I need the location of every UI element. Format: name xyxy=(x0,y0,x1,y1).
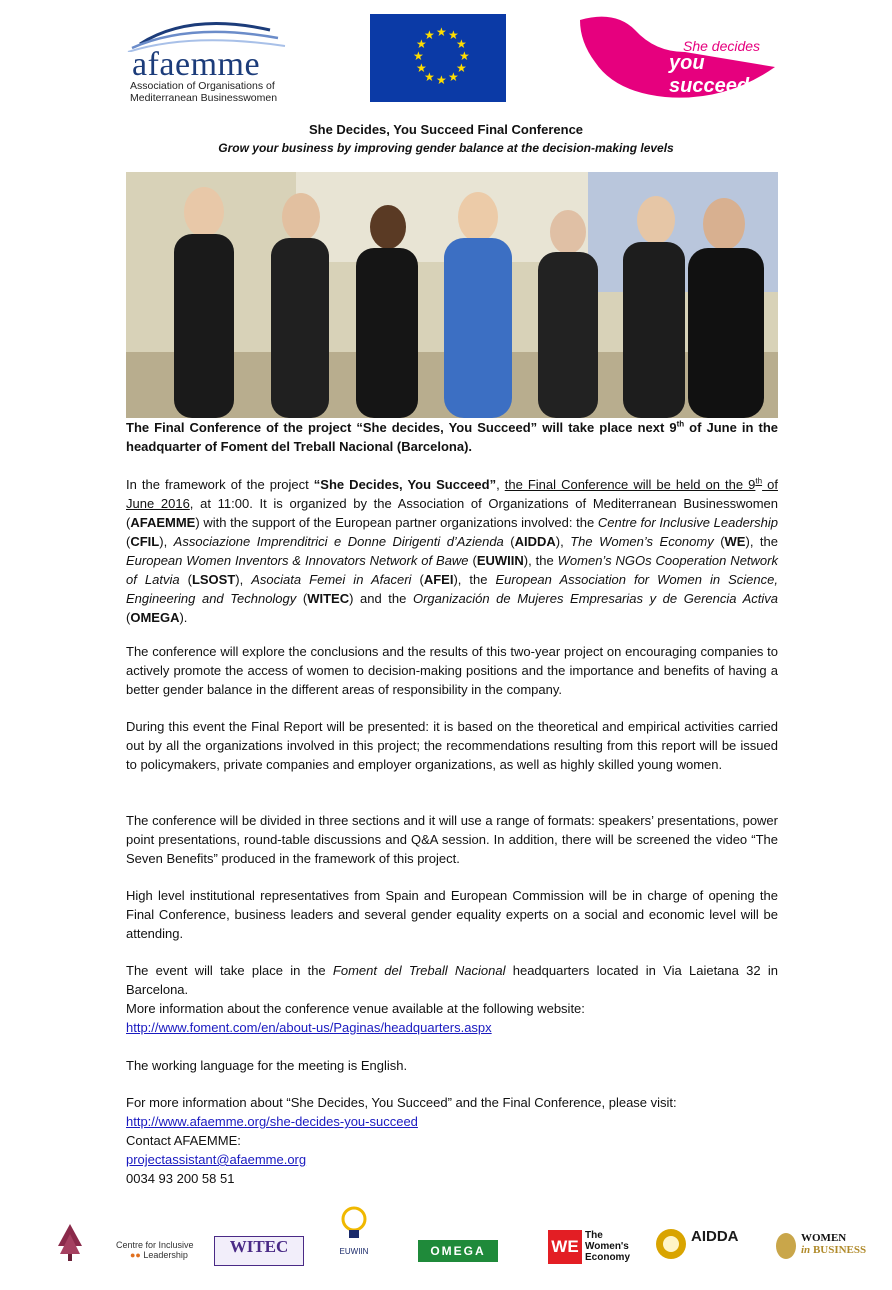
intro-paragraph: The Final Conference of the project “She decides, You Succeed” will take place next 9th of June in the headquarter of Foment del Treball Nacional (Barcelona). xyxy=(126,419,778,454)
we-logo: WE The Women's Economy xyxy=(548,1230,628,1280)
contact-email-link[interactable]: projectassistant@afaemme.org xyxy=(126,1152,307,1167)
venue-link[interactable]: http://www.foment.com/en/about-us/Paginas/headquarters.aspx xyxy=(126,1020,492,1035)
she-decides-logo xyxy=(575,12,775,104)
svg-text:★: ★ xyxy=(448,28,459,42)
afaemme-project-link[interactable]: http://www.afaemme.org/she-decides-you-succeed xyxy=(126,1114,418,1129)
euwiin-logo: EUWIIN xyxy=(334,1206,374,1266)
afaemme-logo xyxy=(120,12,295,104)
svg-text:★: ★ xyxy=(436,25,447,39)
witec-logo: WITEC xyxy=(214,1236,304,1266)
venue-paragraph: The event will take place in the Foment del Treball Nacional headquarters located in Via Laietana 32 in Barcelona. xyxy=(126,963,778,997)
svg-text:★: ★ xyxy=(448,70,459,84)
sds-line1: She decides xyxy=(683,38,761,54)
svg-text:★: ★ xyxy=(456,61,467,75)
dots-icon: ●● xyxy=(130,1250,141,1260)
representatives-paragraph: High level institutional representatives from Spain and European Commission will be in charge of opening the Final Conference, business leaders and several gender equality experts on a social and economic level will be attending. xyxy=(126,888,778,941)
svg-text:★: ★ xyxy=(459,49,470,63)
language-paragraph: The working language for the meeting is English. xyxy=(126,1058,408,1073)
afei-logo xyxy=(55,1222,85,1272)
svg-text:★: ★ xyxy=(413,49,424,63)
page-title: She Decides, You Succeed Final Conference xyxy=(308,122,584,137)
cfil-logo: Centre for Inclusive ●● Leadership xyxy=(116,1240,194,1260)
svg-text:★: ★ xyxy=(416,61,427,75)
tree-icon xyxy=(55,1222,85,1262)
lightbulb-icon xyxy=(334,1206,374,1242)
final-report-paragraph: During this event the Final Report will be presented: it is based on the theoretical and empirical activities carried out by all the organizations involved in this project; the recommendations resulting from this report will be issued to policymakers, private companies and employer organizations, as well as highly skilled young women. xyxy=(126,719,778,772)
group-photo-image xyxy=(126,172,778,418)
eu-flag-icon xyxy=(370,14,506,102)
contact-phone: 0034 93 200 58 51 xyxy=(126,1171,235,1186)
afaemme-tagline: Association of Organisations of Mediterranean Businesswomen xyxy=(130,80,278,104)
svg-text:★: ★ xyxy=(424,28,435,42)
svg-text:★: ★ xyxy=(436,73,447,87)
omega-logo: OMEGA xyxy=(418,1240,498,1262)
svg-text:★: ★ xyxy=(424,70,435,84)
afaemme-wordmark: afaemme xyxy=(132,46,261,83)
svg-text:★: ★ xyxy=(456,37,467,51)
aidda-emblem-icon xyxy=(655,1228,687,1260)
more-info-text: For more information about “She Decides, You Succeed” and the Final Conference, please visit: xyxy=(126,1095,677,1110)
framework-paragraph: In the framework of the project “She Decides, You Succeed”, the Final Conference will be held on the 9th of June 2016, at 11:00. It is organized by the Association of Organizations of Mediterranean Businesswomen (AFAEMME) with the support of the European partner organizations involved: the Centre for Inclusive Leadership (CFIL), Associazione Imprenditrici e Donne Dirigenti d’Azienda (AIDDA), The Women’s Economy (WE), the European Women Inventors & Innovators Network of Bawe (EUWIIN), the Women’s NGOs Cooperation Network of Latvia (LSOST), Asociata Femei in Afaceri (AFEI), the European Association for Women in Science, Engineering and Technology (WITEC) and the Organización de Mujeres Empresarias y de Gerencia Activa (OMEGA). xyxy=(126,476,778,625)
svg-text:★: ★ xyxy=(416,37,427,51)
conclusions-paragraph: The conference will explore the conclusions and the results of this two-year project on encouraging companies to actively promote the access of women to decision-making positions and the importance and benefits of having a better gender balance in the different areas of responsibility in the company. xyxy=(126,644,778,697)
page-subtitle: Grow your business by improving gender balance at the decision-making levels xyxy=(218,141,674,155)
coin-icon xyxy=(775,1232,797,1260)
venue-info-text: More information about the conference venue available at the following website: xyxy=(126,1001,585,1016)
women-in-business-logo: WOMEN in BUSINESS xyxy=(775,1230,875,1280)
aidda-logo: AIDDA xyxy=(655,1228,755,1278)
contact-label: Contact AFAEMME: xyxy=(126,1133,241,1148)
sections-paragraph: The conference will be divided in three sections and it will use a range of formats: speakers’ presentations, power point presentations, round-table discussions and Q&A session. In addition, there will be screened the video “The Seven Benefits” produced in the framework of this project. xyxy=(126,813,778,866)
sds-line2: you succeed xyxy=(669,52,750,97)
